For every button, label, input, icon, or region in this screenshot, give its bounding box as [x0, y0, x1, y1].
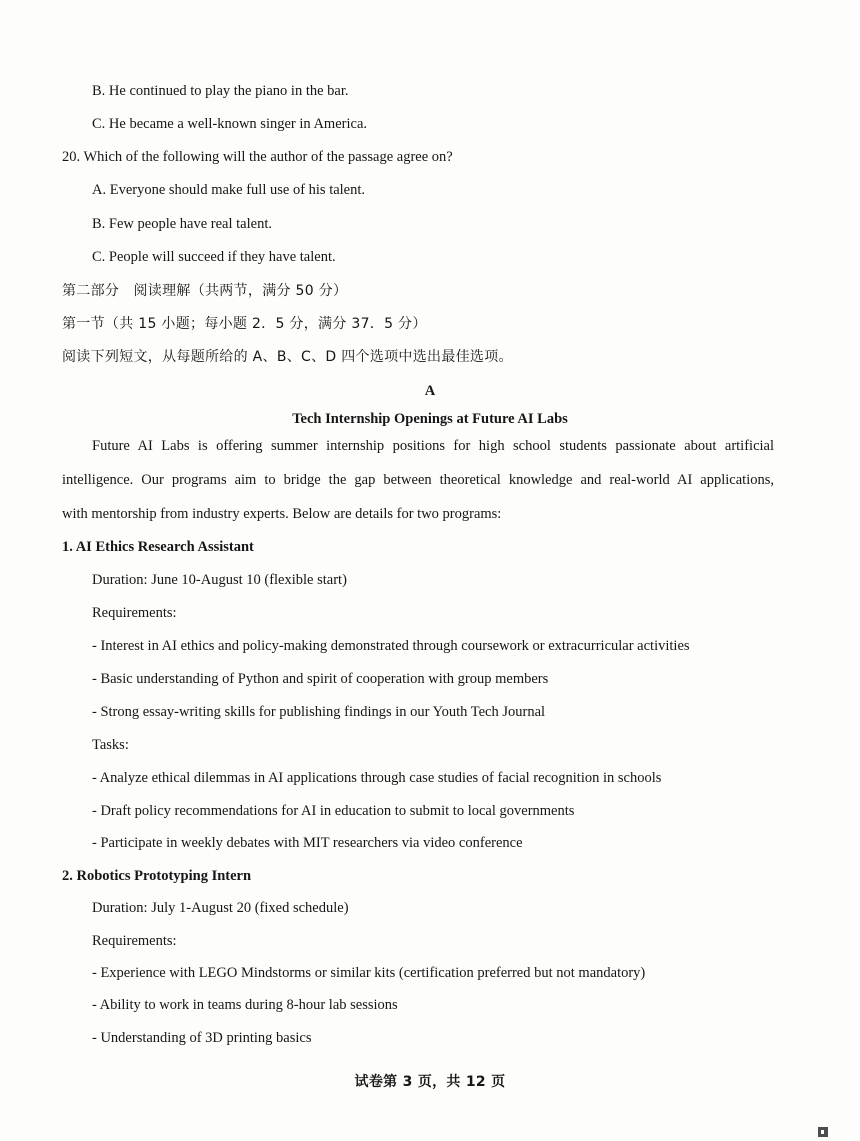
program-2-requirement: - Understanding of 3D printing basics	[92, 1030, 312, 1046]
q20-option-c: C. People will succeed if they have talent.	[92, 249, 336, 265]
program-1-heading: 1. AI Ethics Research Assistant	[62, 539, 254, 555]
q19-option-c: C. He became a well-known singer in America.	[92, 116, 368, 132]
passage-intro-line-1: Future AI Labs is offering summer internship positions for high school students passionate about artificial	[92, 438, 774, 454]
passage-label: A	[424, 383, 436, 399]
program-1-task: - Analyze ethical dilemmas in AI applications through case studies of facial recognition in schools	[92, 770, 662, 786]
program-2-duration: Duration: July 1-August 20 (fixed schedule)	[92, 900, 349, 916]
program-1-duration: Duration: June 10-August 10 (flexible start)	[92, 572, 347, 588]
program-2-requirement: - Ability to work in teams during 8-hour lab sessions	[92, 997, 398, 1013]
program-1-requirements-label: Requirements:	[92, 605, 177, 621]
program-2-requirement: - Experience with LEGO Mindstorms or similar kits (certification preferred but not mandatory)	[92, 965, 646, 981]
program-2-requirements-label: Requirements:	[92, 933, 177, 949]
instructions: 阅读下列短文，从每题所给的 A、B、C、D 四个选项中选出最佳选项。	[62, 349, 513, 365]
passage-intro-line-2: intelligence. Our programs aim to bridge the gap between theoretical knowledge and real-world AI applications,	[62, 472, 774, 488]
program-1-requirement: - Interest in AI ethics and policy-making demonstrated through coursework or extracurricular activities	[92, 638, 690, 654]
q20-option-a: A. Everyone should make full use of his talent.	[92, 182, 366, 198]
program-1-task: - Draft policy recommendations for AI in education to submit to local governments	[92, 803, 575, 819]
q20-option-b: B. Few people have real talent.	[92, 216, 272, 232]
program-1-task: - Participate in weekly debates with MIT researchers via video conference	[92, 835, 523, 851]
qr-code-icon	[818, 1127, 828, 1137]
subsection-header: 第一节（共 15 小题；每小题 2．5 分，满分 37．5 分）	[62, 316, 427, 332]
program-2-heading: 2. Robotics Prototyping Intern	[62, 868, 252, 884]
program-1-requirement: - Basic understanding of Python and spirit of cooperation with group members	[92, 671, 549, 687]
passage-intro-line-3: with mentorship from industry experts. Below are details for two programs:	[62, 506, 502, 522]
q19-option-b: B. He continued to play the piano in the bar.	[92, 83, 349, 99]
q20-stem: 20. Which of the following will the author of the passage agree on?	[62, 149, 453, 165]
program-1-tasks-label: Tasks:	[92, 737, 129, 753]
page-footer: 试卷第 3 页，共 12 页	[354, 1074, 506, 1090]
program-1-requirement: - Strong essay-writing skills for publishing findings in our Youth Tech Journal	[92, 704, 546, 720]
section-header: 第二部分 阅读理解（共两节，满分 50 分）	[62, 283, 348, 299]
passage-title: Tech Internship Openings at Future AI Labs	[292, 411, 568, 427]
